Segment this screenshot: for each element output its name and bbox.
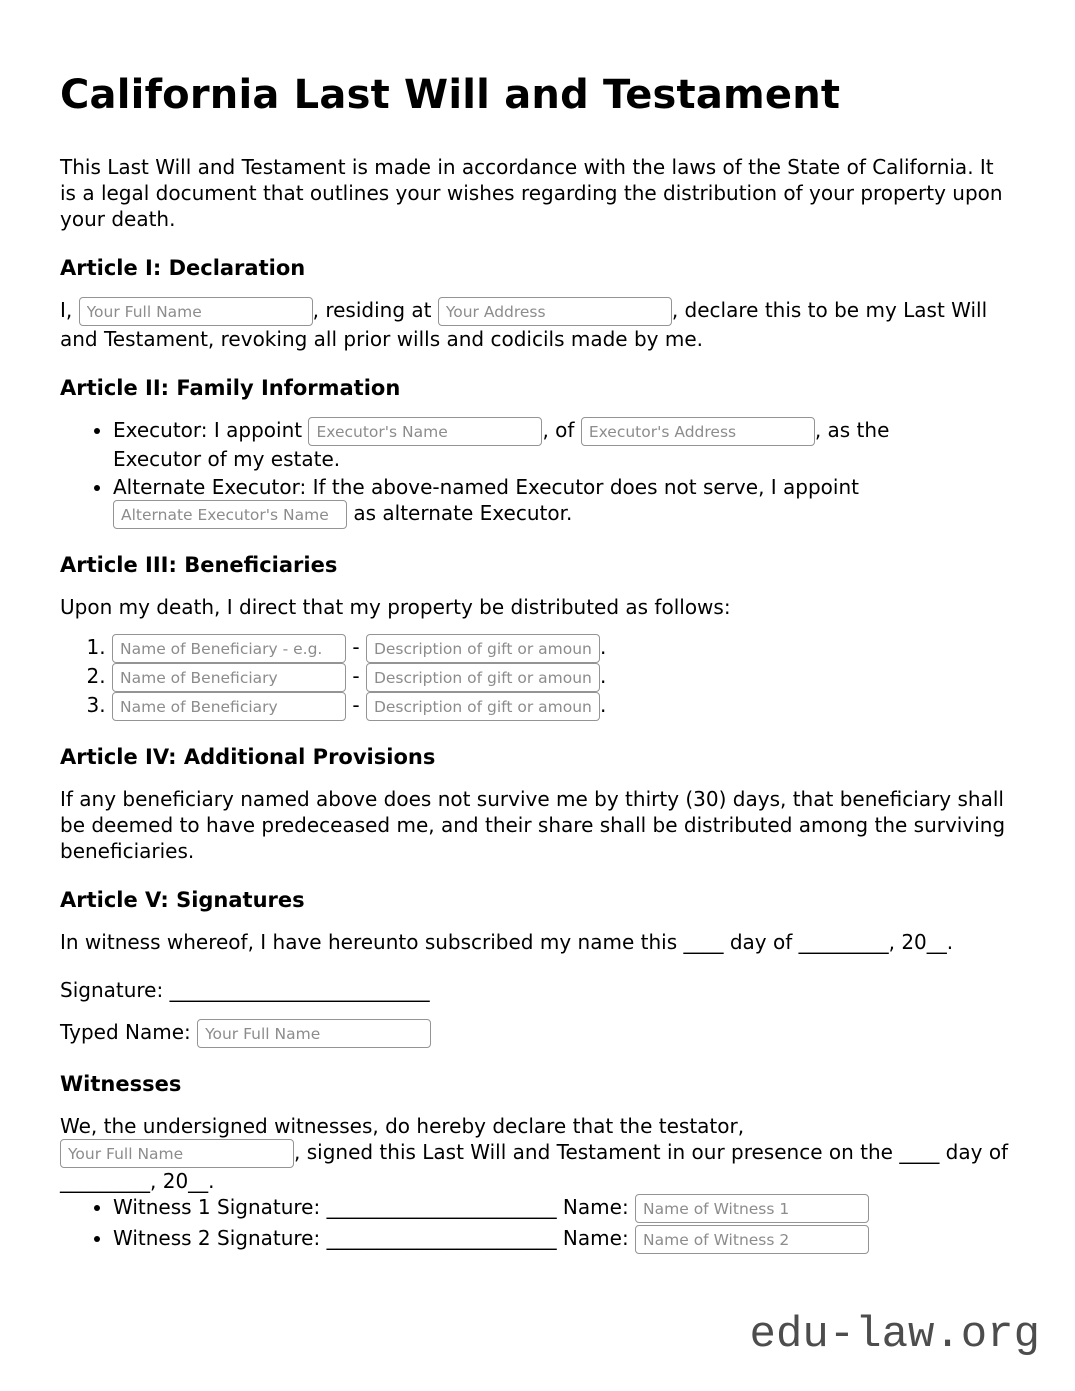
beneficiaries-intro: Upon my death, I direct that my property be distributed as follows: (60, 595, 731, 619)
signature-blank-line: __________________________ (169, 978, 430, 1002)
intro-paragraph: This Last Will and Testament is made in accordance with the laws of the State of California. It is a legal document that outlines your wishes regarding the distribution of your property upon your death. (60, 155, 1003, 231)
alternate-executor-name-input[interactable] (113, 500, 347, 529)
signature-row (60, 977, 1015, 1003)
witnesses-text-after: , signed this Last Will and Testament in our presence on the ____ day of _________, 20__. (60, 1140, 1009, 1193)
article1-text-mid: , residing at (312, 298, 438, 322)
beneficiary-3-name-input[interactable] (112, 692, 346, 721)
beneficiary-terminator: . (599, 635, 607, 659)
witness-row (113, 1194, 962, 1223)
article1-paragraph (60, 297, 1015, 352)
article5-heading: Article V: Signatures (60, 888, 305, 912)
alternate-executor-list-item (113, 474, 962, 529)
beneficiary-row (112, 663, 1015, 692)
witness-2-signature-label: Witness 2 Signature: (113, 1226, 327, 1250)
typed-name-input[interactable] (197, 1019, 431, 1048)
witness-1-name-label: Name: (556, 1195, 636, 1219)
witnesses-paragraph (60, 1113, 1030, 1194)
beneficiary-1-name-input[interactable] (112, 634, 346, 663)
article1-heading: Article I: Declaration (60, 256, 306, 280)
article3-heading: Article III: Beneficiaries (60, 553, 338, 577)
testator-full-name-input[interactable] (79, 297, 313, 326)
witness-signature-list (60, 1194, 962, 1254)
beneficiary-terminator: . (599, 664, 607, 688)
beneficiary-separator: - (346, 693, 366, 717)
executor-address-input[interactable] (581, 417, 815, 446)
witness-1-signature-label: Witness 1 Signature: (113, 1195, 327, 1219)
executor-text-before: Executor: I appoint (113, 418, 309, 442)
witnesses-heading: Witnesses (60, 1072, 182, 1096)
witness-2-signature-blank: _______________________ (326, 1226, 557, 1250)
beneficiary-1-gift-input[interactable] (366, 634, 600, 663)
beneficiary-separator: - (346, 664, 366, 688)
beneficiary-2-name-input[interactable] (112, 663, 346, 692)
witnesses-text-before: We, the undersigned witnesses, do hereby declare that the testator, (60, 1114, 745, 1138)
page-title: California Last Will and Testament (60, 72, 841, 118)
beneficiary-separator: - (346, 635, 366, 659)
article2-heading: Article II: Family Information (60, 376, 401, 400)
beneficiary-2-gift-input[interactable] (366, 663, 600, 692)
article4-heading: Article IV: Additional Provisions (60, 745, 436, 769)
beneficiary-row (112, 692, 1015, 721)
witness-row (113, 1225, 962, 1254)
executor-text-mid: , of (542, 418, 581, 442)
executor-text-after: , as the Executor of my estate. (113, 418, 890, 471)
witness-1-signature-blank: _______________________ (326, 1195, 557, 1219)
signature-label: Signature: (60, 978, 170, 1002)
witness-2-name-input[interactable] (635, 1225, 869, 1254)
article1-text-after: , declare this to be my Last Will and Testament, revoking all prior wills and codicils made by me. (60, 298, 988, 351)
edu-law-watermark: edu-law.org (749, 1310, 1040, 1360)
beneficiaries-list (60, 634, 1015, 721)
typed-name-label: Typed Name: (60, 1020, 198, 1044)
article4-paragraph: If any beneficiary named above does not survive me by thirty (30) days, that beneficiary shall be deemed to have predeceased me, and their share shall be distributed among the surviving beneficiaries. (60, 787, 1006, 863)
witness-2-name-label: Name: (556, 1226, 636, 1250)
beneficiary-terminator: . (599, 693, 607, 717)
witness-1-name-input[interactable] (635, 1194, 869, 1223)
executor-name-input[interactable] (308, 417, 542, 446)
beneficiary-row (112, 634, 1015, 663)
article1-text-before: I, (60, 298, 79, 322)
alternate-executor-text-before: Alternate Executor: If the above-named Executor does not serve, I appoint (113, 475, 859, 499)
typed-name-row (60, 1019, 1015, 1048)
alternate-executor-text-after: as alternate Executor. (347, 501, 573, 525)
testator-address-input[interactable] (438, 297, 672, 326)
in-witness-line: In witness whereof, I have hereunto subscribed my name this ____ day of _________, 20__. (60, 930, 954, 954)
family-information-list (60, 417, 962, 529)
executor-list-item (113, 417, 962, 472)
beneficiary-3-gift-input[interactable] (366, 692, 600, 721)
witness-testator-name-input[interactable] (60, 1139, 294, 1168)
